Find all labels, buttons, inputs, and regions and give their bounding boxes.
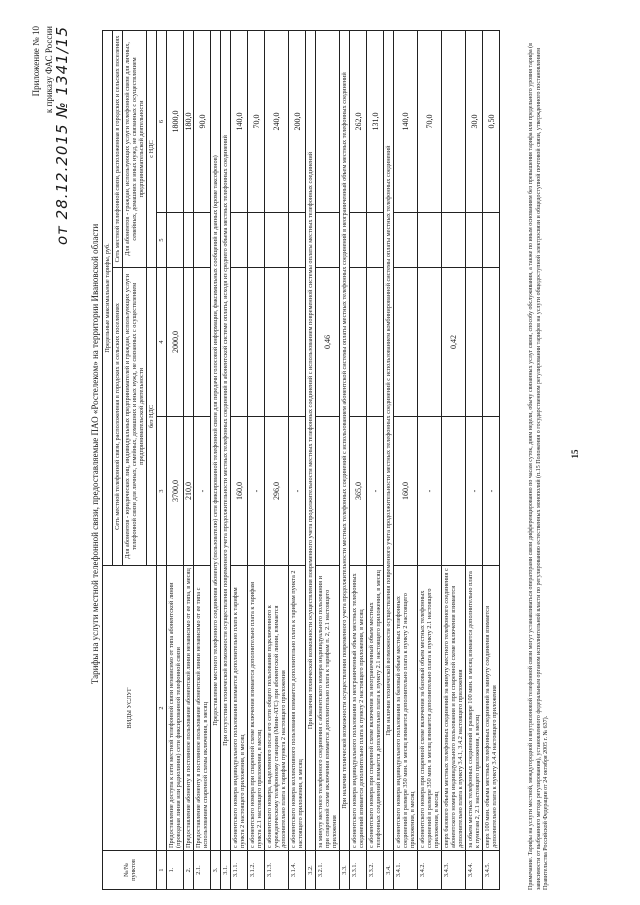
col-header-number: №/№ пунктов [103,851,157,890]
service-description: сверх базового объема местных телефонных соединений за минуту местного телефонного соединения с абонентского номера индивидуального пользования и при спаренной схеме включения взимается дополнительно плата к пункту 3.4.1, 3.4.2 настоящего приложения [442,566,466,851]
table-row [194,31,211,890]
tariff-table [102,30,500,890]
order-date-handwritten: от 28.12.2015 № 1341/15 [53,26,71,246]
item-number: 3.3. [340,851,350,890]
item-number: 3.2. [306,851,316,890]
tariff-value: 200,0 [289,31,306,213]
col-header-tariffs: Предельные максимальные тарифы, руб. [103,31,113,566]
col-header-vat: с НДС [147,31,157,268]
table-row [442,31,466,890]
item-number: 3.4.2. [418,851,442,890]
tariff-value [442,31,466,213]
col-num-6: 6 [157,31,167,213]
tariff-value: - [194,417,211,566]
empty-cell [289,213,306,268]
service-description: Предоставление доступа к сети местной телефонной связи независимо от типа абонентской линии (проводная линия или радиолиния) сети фиксированной телефонной связи [167,566,184,851]
empty-cell [442,213,466,268]
item-number: 3.1.1. [231,851,248,890]
tariff-value: 180,0 [184,31,194,213]
tariff-value [483,267,500,416]
item-number: 3.1.3. [265,851,289,890]
tariff-value: 160,0 [231,417,248,566]
appendix-label: Приложение № 10 [31,26,41,97]
tariff-value [350,267,367,416]
item-number: 3.4.1. [394,851,418,890]
tariff-value [442,417,466,566]
col-num-4: 4 [157,267,167,416]
table-row [350,31,367,890]
tariff-value: 1800,0 [167,31,184,213]
table-row [367,31,384,890]
tariff-value: - [418,417,442,566]
col-header-no-vat: без НДС [147,267,157,565]
tariff-value [184,267,194,416]
service-description: сверх 100 мин. объема местных телефонных соединений за минуту соединения взимается дополнительно плата к пункту 3.4.4 настоящего приложения [483,566,500,851]
item-number: 3.4. [384,851,394,890]
tariff-value: 210,0 [184,417,194,566]
service-description: с абонентского номера при спаренной схеме включения за неограниченный объем местных телефонных соединений взимается дополнительно плата к пункту 2.1 настоящего приложения, в месяц [367,566,384,851]
col-header-legal-entities: Для абонентов - юридических лиц, индивидуальных предпринимателей и граждан, использующих услуги телефонной связи для личных, семейных, домашних и иных нужд, не связанных с осуществлением предпринимательской деятельности [123,267,147,565]
table-row [466,31,483,890]
table-row [167,31,184,890]
service-description: с абонентского номера, выделенного после его сети общего пользования подключенного к учрежденческому телефонному станциям (Мини-АТС) при абонентской линии, взимается дополнительно плата к тарифам пункта 2 настоящего приложения [265,566,289,851]
tariff-value: - [367,417,384,566]
service-description: Предоставление абоненту в постоянное пользование абонентской линии независимо от ее типа, в месяц [184,566,194,851]
empty-cell [466,213,483,268]
tariff-value [418,267,442,416]
tariff-value: - [483,417,500,566]
table-row [231,31,248,890]
service-description: с абонентского номера индивидуального пользования за базовый объем местных телефонных соединений в размере 350 мин. в месяц взимается дополнительно плата к пункту 2 настоящего приложения, в месяц [394,566,418,851]
table-row [394,31,418,890]
col-num-3: 3 [157,417,167,566]
empty-cell [316,213,340,268]
footnote [528,30,551,890]
tariff-value: - [466,417,483,566]
tariff-value: 2000,0 [167,267,184,416]
table-row [418,31,442,890]
empty-cell [483,213,500,268]
item-number: 3.3.2. [367,851,384,890]
tariff-value: 90,0 [194,31,211,213]
empty-cell [265,213,289,268]
service-description: за объем местных телефонных соединений в размере 100 мин. в месяц взимается дополнительно плата к пунктам 2, 2.1 настоящего приложения, в месяц [466,566,483,851]
tariff-value: 240,0 [265,31,289,213]
service-description: Предоставление абоненту в постоянное пользование абонентской линии независимо от ее типа с использованием спаренной схемы включения, в месяц [194,566,211,851]
tariff-value: 3700,0 [167,417,184,566]
item-number: 3.2.1. [316,851,340,890]
item-number: 3.4.3. [442,851,466,890]
empty-cell [248,213,265,268]
item-number: 1. [167,851,184,890]
table-row [265,31,289,890]
table-row [184,31,194,890]
item-number: 3.1.4. [289,851,306,890]
tariff-value: - [289,417,306,566]
tariff-value: 365,0 [350,417,367,566]
tariff-table-body [167,31,500,890]
tariff-value [316,417,340,566]
item-number: 3.4.4. [466,851,483,890]
tariff-value: 296,0 [265,417,289,566]
table-row [483,31,500,890]
tariff-value [316,31,340,213]
col-header-net-city-rural: Сеть местной телефонной связи, расположенная в городских и сельских поселениях [113,267,123,565]
tariff-value: 262,0 [350,31,367,213]
col-num-1: 1 [157,851,167,890]
tariff-value [466,267,483,416]
service-description: с абонентского номера при спаренной схеме включения за базовый объем местных телефонных соединений в размере 350 мин. в месяц взимается дополнительно плата к пункту 2.1 настоящего приложения, в месяц [418,566,442,851]
item-number: 3.3.1. [350,851,367,890]
service-description: за минуту местного телефонного соединения с абонентского номера индивидуального пользования и при спаренной схеме включения взимается дополнительно плата к тарифам п. 2, 2.1 настоящего приложения [316,566,340,851]
service-description: с абонентского номера индивидуального пользования за неограниченный объем местных телефонных соединений взимается дополнительно плата к пункту 2 настоящего приложения, в месяц [350,566,367,851]
service-description: При наличии технической возможности осуществления повременного учета продолжительности местных телефонных соединений с использованием повременной системы оплаты местных телефонных соединений [306,31,316,851]
tariff-value: - [248,417,265,566]
document-title: Тарифы на услуги местной телефонной связи, предоставляемые ПАО «Ростелеком» на территории Ивановской области [90,223,100,685]
col-num-2: 2 [157,566,167,851]
col-header-citizens: Для абонентов - граждан, использующих услуги телефонной связи для личных, семейных, домашних и иных нужд, не связанных с осуществлением предпринимательской деятельности [123,31,147,268]
tariff-value: 0,42 [442,267,466,416]
item-number: 3.1. [221,851,231,890]
section-row [340,31,350,890]
tariff-value [248,267,265,416]
service-description: Предоставление местного телефонного соединения абоненту (пользователю) сети фиксированной телефонной связи для передачи голосовой информации, факсимильных сообщений и данных (кроме таксофонов) [211,31,221,851]
section-row [221,31,231,890]
tariff-value: 160,0 [394,417,418,566]
table-row [316,31,340,890]
empty-cell [350,213,367,268]
table-row [248,31,265,890]
tariff-value [194,267,211,416]
table-row [289,31,306,890]
item-number: 3. [211,851,221,890]
empty-cell [194,213,211,268]
empty-cell [367,213,384,268]
tariff-value [231,267,248,416]
tariff-value [289,267,306,416]
col-header-services: ВИДЫ УСЛУГ [103,566,157,851]
section-row [306,31,316,890]
item-number: 3.1.2. [248,851,265,890]
tariff-value [367,267,384,416]
empty-cell [394,213,418,268]
rotated-content [30,18,590,890]
item-number: 3.4.5. [483,851,500,890]
tariff-value [394,267,418,416]
tariff-value: 30,0 [466,31,483,213]
page-number: 15 [570,449,580,459]
service-description: с абонентского номера при спаренной схеме включения взимается дополнительно плата к тарифам пункта 2.1 настоящего приложения, в месяц [248,566,265,851]
col-header-net-city: Сеть местной телефонной связи, расположенная в городских и сельских поселениях [113,31,123,268]
tariff-value: 70,0 [418,31,442,213]
footnote-label: Примечание. [528,856,534,890]
tariff-value [265,267,289,416]
empty-cell [418,213,442,268]
section-row [384,31,394,890]
footnote-text: Тарифы на услуги местной, междугородной и внутризоновой телефонной связи могут устанавливаться операторами связи дифференцированно по часам суток, дням недели, обычу связанных услуг связи, способу обслуживания, а также по иным основаниям без превышения тарифа или предельного уровня тарифа (в зависимости от выбранного метода регулирования), установленного федеральным органом исполнительной власти по регулированию естественных монополий (п.15 Положения о государственном регулировании тарифов на услуги общедоступной электросвязи и общедоступной почтовой связи, утвержденного постановлением Правительства Российской Федерации от 24 октября 2005 г. № 637). [528,43,549,890]
service-description: с абонентского номера индивидуального пользования взимается дополнительно плата к тарифам пункта 2 настоящего приложения, в месяц [231,566,248,851]
empty-cell [167,213,184,268]
tariff-value: 131,0 [367,31,384,213]
tariff-value: 140,0 [394,31,418,213]
tariff-value: 70,0 [248,31,265,213]
order-reference: к приказу ФАС России [44,26,54,114]
tariff-value: 140,0 [231,31,248,213]
service-description: При отсутствии технической возможности осуществления повременного учета продолжительности местных телефонных соединений в абонентской системе оплаты, исходя из среднего объема местных телефонных соединений [221,31,231,851]
document-header [30,26,69,245]
tariff-value: 0,46 [316,267,340,416]
item-number: 2. [184,851,194,890]
empty-cell [184,213,194,268]
empty-cell [231,213,248,268]
service-description: При наличии технической возможности осуществления повременного учета продолжительности местных телефонных соединений с использованием комбинированной системы оплаты местных телефонных соединений [384,31,394,851]
tariff-value: 0,50 [483,31,500,213]
section-row [211,31,221,890]
service-description: с абонентского номера коллективного пользования взимается дополнительно плата к тарифам пункта 2 настоящего приложения, в месяц [289,566,306,851]
service-description: При наличии технической возможности осуществления повременного учета продолжительности местных телефонных соединений с использованием абонентской системы оплаты местных телефонных соединений в неограниченный объем местных телефонных соединений [340,31,350,851]
col-num-5: 5 [157,213,167,268]
item-number: 2.1. [194,851,211,890]
